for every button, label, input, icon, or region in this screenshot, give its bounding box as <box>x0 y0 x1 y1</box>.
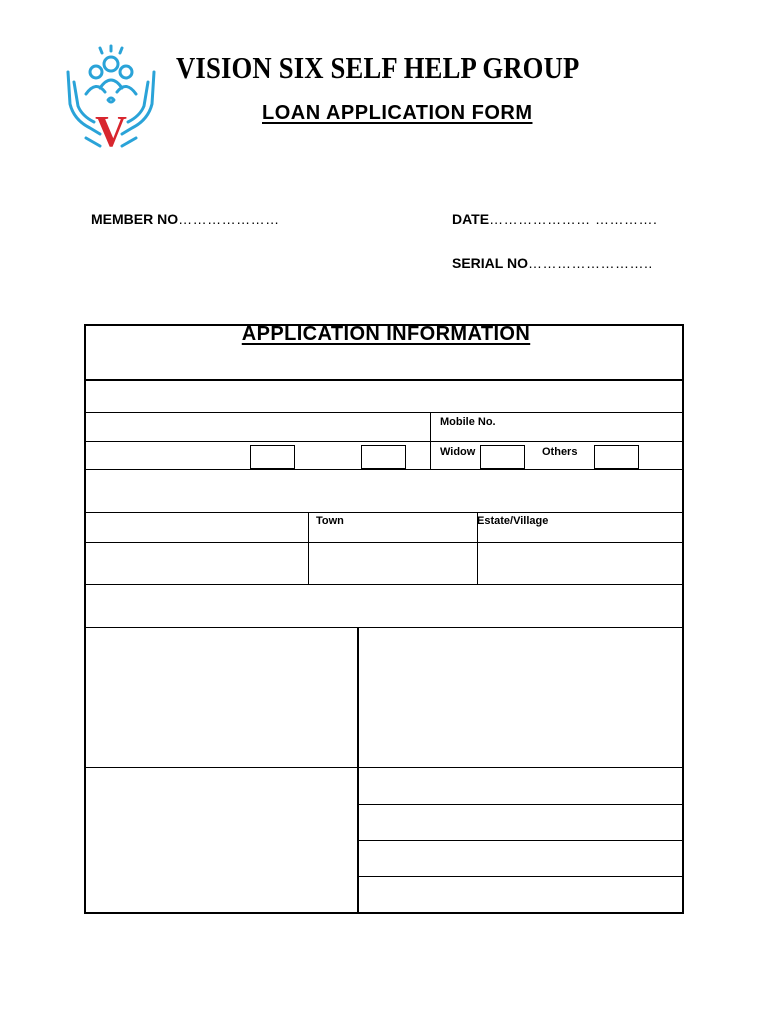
row-divider <box>358 804 682 805</box>
widow-checkbox[interactable] <box>480 445 525 469</box>
serial-no-blank[interactable]: …………………….. <box>527 255 653 271</box>
row-divider <box>86 441 682 442</box>
section-heading: APPLICATION INFORMATION <box>241 323 531 345</box>
widow-label: Widow <box>440 446 476 458</box>
serial-no-field[interactable] <box>452 255 653 271</box>
member-no-field[interactable] <box>91 211 280 227</box>
member-no-blank[interactable]: ………………… <box>178 211 280 227</box>
date-blank[interactable]: ………………… …………. <box>489 211 658 227</box>
row-divider <box>86 584 682 585</box>
mobile-no-label: Mobile No. <box>440 416 496 428</box>
checkbox-2[interactable] <box>361 445 406 469</box>
row-divider <box>358 840 682 841</box>
date-label: DATE <box>452 211 490 227</box>
group-logo <box>60 42 162 150</box>
row-divider <box>86 542 682 543</box>
form-title: LOAN APPLICATION FORM <box>262 102 533 124</box>
row-divider <box>86 379 682 381</box>
row-divider <box>358 876 682 877</box>
serial-no-label: SERIAL NO <box>452 255 528 271</box>
organization-name: VISION SIX SELF HELP GROUP <box>176 50 580 85</box>
column-divider <box>430 412 431 470</box>
estate-village-label: Estate/Village <box>477 515 549 527</box>
member-no-label: MEMBER NO <box>91 211 179 227</box>
others-checkbox[interactable] <box>594 445 639 469</box>
date-field[interactable] <box>452 211 657 227</box>
others-label: Others <box>542 446 578 458</box>
row-divider <box>86 512 682 513</box>
column-divider <box>308 512 309 585</box>
logo-letter: V <box>95 107 127 150</box>
row-divider <box>86 767 682 768</box>
row-divider <box>86 627 682 628</box>
town-label: Town <box>316 515 344 527</box>
row-divider <box>86 469 682 470</box>
checkbox-1[interactable] <box>250 445 295 469</box>
column-divider <box>357 627 359 912</box>
application-information-table <box>84 324 684 914</box>
row-divider <box>86 412 682 413</box>
